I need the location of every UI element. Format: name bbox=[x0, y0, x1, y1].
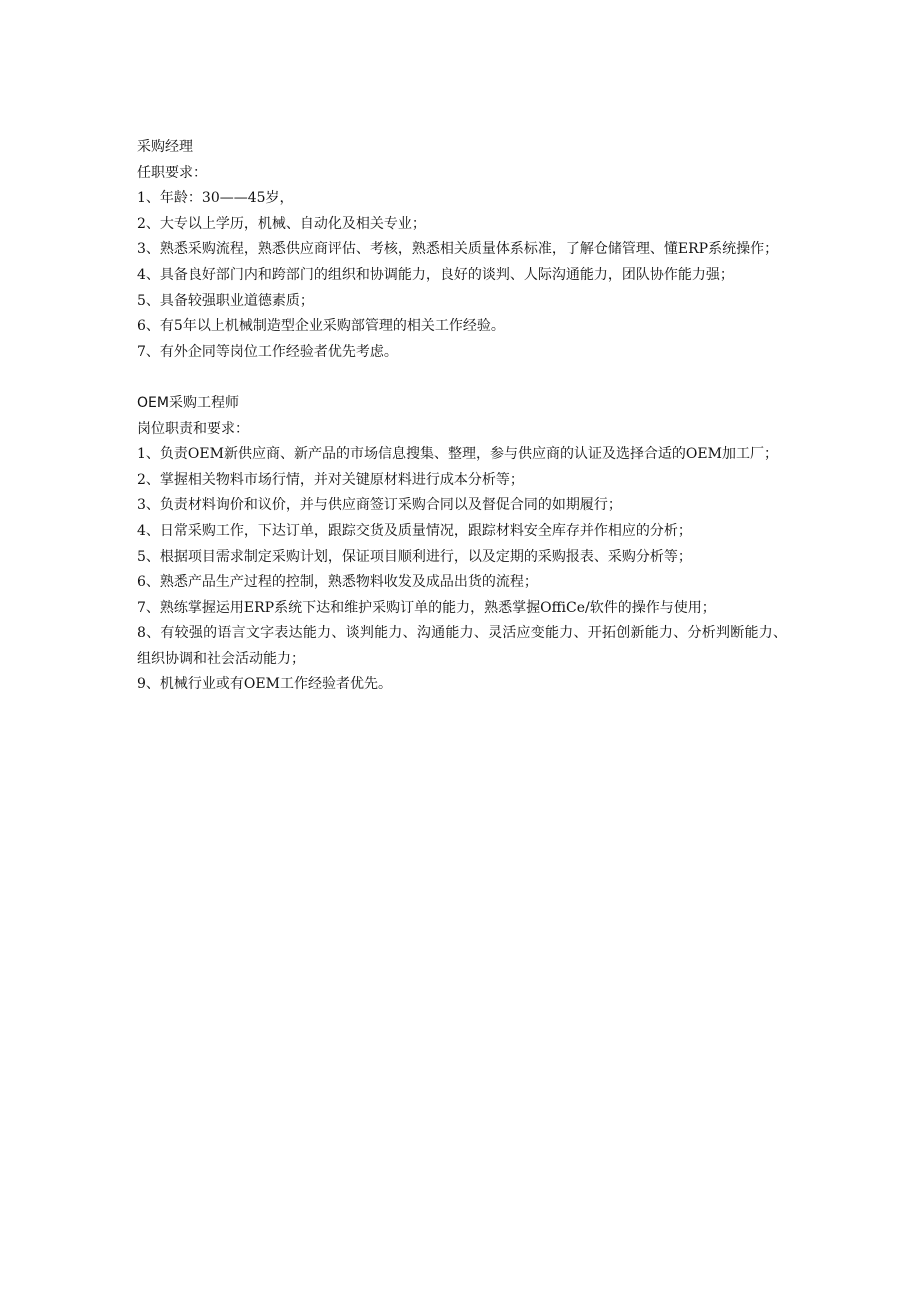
list-item: 5、根据项目需求制定采购计划，保证项目顺利进行，以及定期的采购报表、采购分析等； bbox=[137, 548, 692, 565]
list-item: 3、负责材料询价和议价，并与供应商签订采购合同以及督促合同的如期履行； bbox=[137, 497, 622, 514]
section-purchasing-manager bbox=[137, 135, 787, 365]
list-item: 8、有较强的语言文字表达能力、谈判能力、沟通能力、灵活应变能力、开拓创新能力、分析判断能力、组织协调和社会活动能力； bbox=[137, 625, 787, 667]
list-item: 6、熟悉产品生产过程的控制，熟悉物料收发及成品出货的流程； bbox=[137, 574, 538, 591]
list-item: 4、具备良好部门内和跨部门的组织和协调能力，良好的谈判、人际沟通能力，团队协作能力强； bbox=[137, 266, 734, 283]
list-item: 2、大专以上学历，机械、自动化及相关专业； bbox=[137, 215, 426, 232]
section-title: 采购经理 bbox=[137, 139, 193, 155]
list-item: 4、日常采购工作，下达订单，跟踪交货及质量情况，跟踪材料安全库存并作相应的分析； bbox=[137, 522, 692, 539]
section-subtitle: 岗位职责和要求： bbox=[137, 420, 249, 437]
list-item: 9、机械行业或有OEM工作经验者优先。 bbox=[137, 676, 392, 693]
section-title: OEM采购工程师 bbox=[137, 394, 239, 411]
list-item: 1、年龄：30——45岁， bbox=[137, 190, 294, 207]
list-item: 3、熟悉采购流程，熟悉供应商评估、考核，熟悉相关质量体系标准，了解仓储管理、懂ERP系统操作； bbox=[137, 241, 779, 258]
section-subtitle: 任职要求： bbox=[137, 164, 207, 181]
document-body bbox=[137, 135, 787, 698]
list-item: 1、负责OEM新供应商、新产品的市场信息搜集、整理，参与供应商的认证及选择合适的OEM加工厂； bbox=[137, 446, 778, 463]
list-item: 6、有5年以上机械制造型企业采购部管理的相关工作经验。 bbox=[137, 318, 505, 335]
list-item: 5、具备较强职业道德素质； bbox=[137, 292, 314, 309]
list-item: 2、掌握相关物料市场行情，并对关键原材料进行成本分析等； bbox=[137, 471, 524, 488]
section-oem-purchasing-engineer bbox=[137, 391, 787, 698]
list-item: 7、有外企同等岗位工作经验者优先考虑。 bbox=[137, 343, 398, 360]
list-item: 7、熟练掌握运用ERP系统下达和维护采购订单的能力，熟悉掌握OffiCe/软件的操作与使用； bbox=[137, 599, 716, 616]
